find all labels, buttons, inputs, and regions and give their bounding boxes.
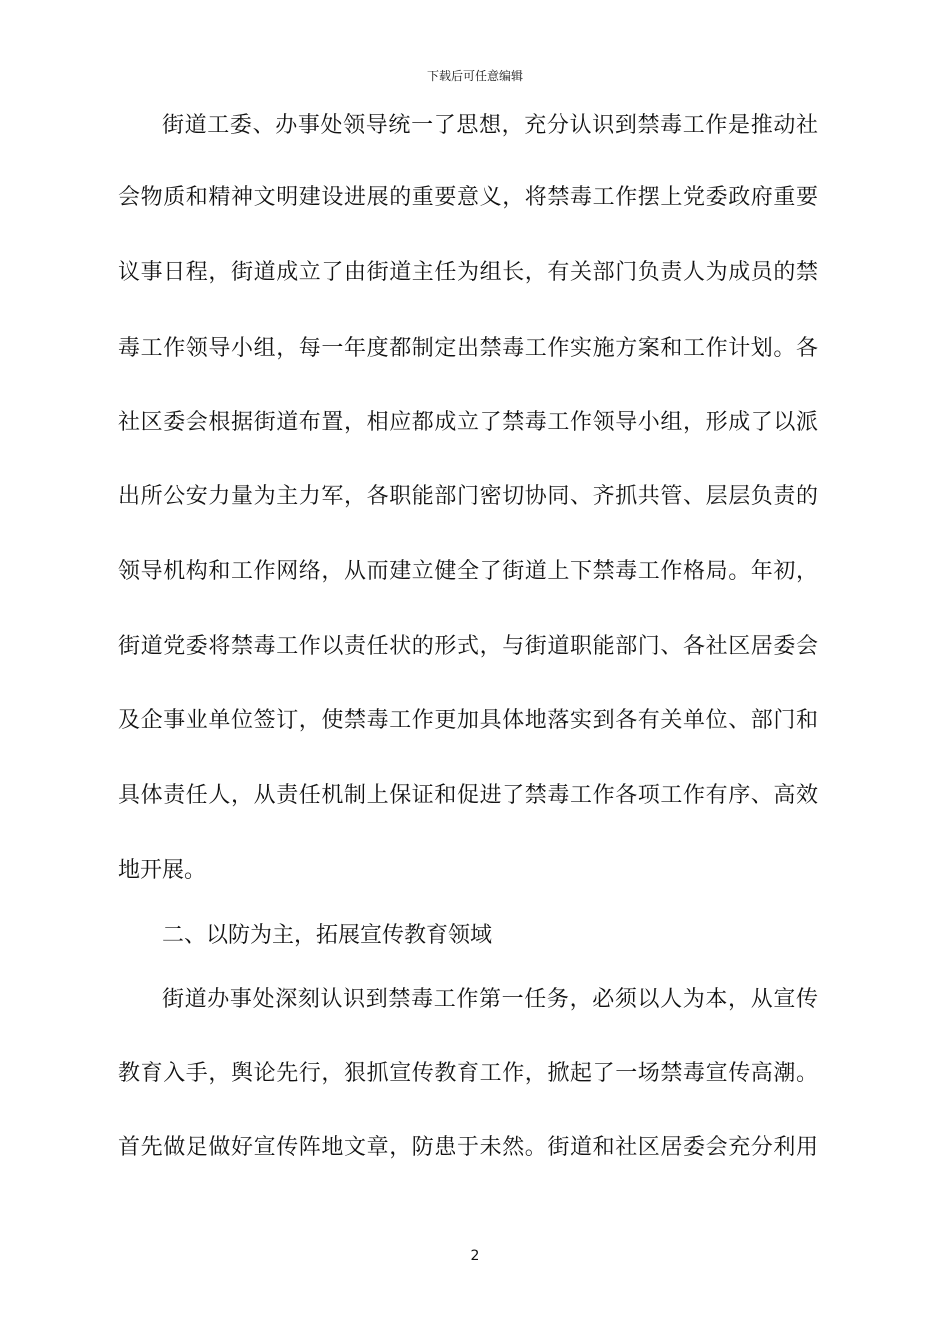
body-line: 及企事业单位签订，使禁毒工作更加具体地落实到各有关单位、部门和 [118,708,818,733]
body-line: 社区委会根据街道布置，相应都成立了禁毒工作领导小组，形成了以派 [118,410,818,435]
body-line: 街道党委将禁毒工作以责任状的形式，与街道职能部门、各社区居委会 [118,634,818,659]
body-line: 具体责任人，从责任机制上保证和促进了禁毒工作各项工作有序、高效 [118,783,818,808]
body-line: 地开展。 [118,858,207,883]
body-line: 街道工委、办事处领导统一了思想，充分认识到禁毒工作是推动社 [162,113,818,138]
body-line: 领导机构和工作网络，从而建立健全了街道上下禁毒工作格局。年初， [118,559,818,584]
body-line: 教育入手，舆论先行，狠抓宣传教育工作，掀起了一场禁毒宣传高潮。 [118,1061,818,1086]
body-line: 首先做足做好宣传阵地文章，防患于未然。街道和社区居委会充分利用 [118,1135,818,1160]
body-line: 出所公安力量为主力军，各职能部门密切协同、齐抓共管、层层负责的 [118,484,818,509]
body-line: 街道办事处深刻认识到禁毒工作第一任务，必须以人为本，从宣传 [162,987,818,1012]
body-line: 会物质和精神文明建设进展的重要意义，将禁毒工作摆上党委政府重要 [118,185,818,210]
page-header: 下载后可任意编辑 [426,69,523,83]
body-line: 议事日程，街道成立了由街道主任为组长，有关部门负责人为成员的禁 [118,260,818,285]
page-number: 2 [470,1248,480,1264]
body-line: 毒工作领导小组，每一年度都制定出禁毒工作实施方案和工作计划。各 [118,336,818,361]
section-heading: 二、以防为主，拓展宣传教育领域 [162,923,493,948]
